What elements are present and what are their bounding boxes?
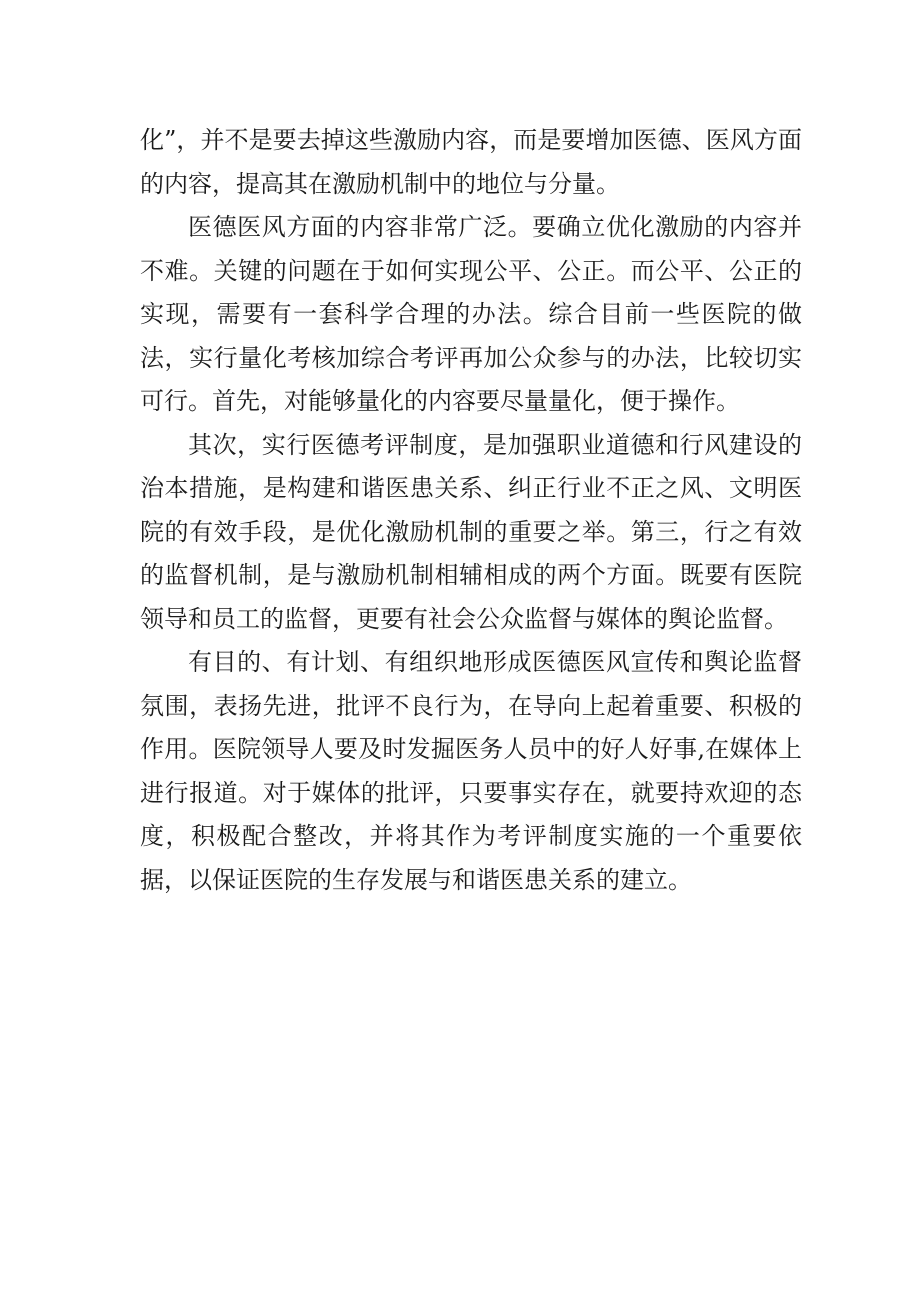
paragraph-evaluation-system: 其次，实行医德考评制度，是加强职业道德和行风建设的治本措施，是构建和谐医患关系、纠正行业不正之风、文明医院的有效手段，是优化激励机制的重要之举。第三，行之有效的监督机制，是与激励机制相辅相成的两个方面。既要有医院领导和员工的监督，更要有社会公众监督与媒体的舆论监督。 <box>140 430 802 633</box>
paragraph-content-scope: 医德医风方面的内容非常广泛。要确立优化激励的内容并不难。关键的问题在于如何实现公平、公正。而公平、公正的实现，需要有一套科学合理的办法。综合目前一些医院的做法，实行量化考核加综合考评再加公众参与的办法，比较切实可行。首先，对能够量化的内容要尽量量化，便于操作。 <box>140 213 802 415</box>
document-body <box>140 119 802 902</box>
paragraph-continuation: 化”，并不是要去掉这些激励内容，而是要增加医德、医风方面的内容，提高其在激励机制中的地位与分量。 <box>140 126 802 198</box>
paragraph-publicity-supervision: 有目的、有计划、有组织地形成医德医风宣传和舆论监督氛围，表扬先进，批评不良行为，在导向上起着重要、积极的作用。医院领导人要及时发掘医务人员中的好人好事,在媒体上进行报道。对于媒体的批评，只要事实存在，就要持欢迎的态度，积极配合整改，并将其作为考评制度实施的一个重要依据，以保证医院的生存发展与和谐医患关系的建立。 <box>140 648 802 894</box>
